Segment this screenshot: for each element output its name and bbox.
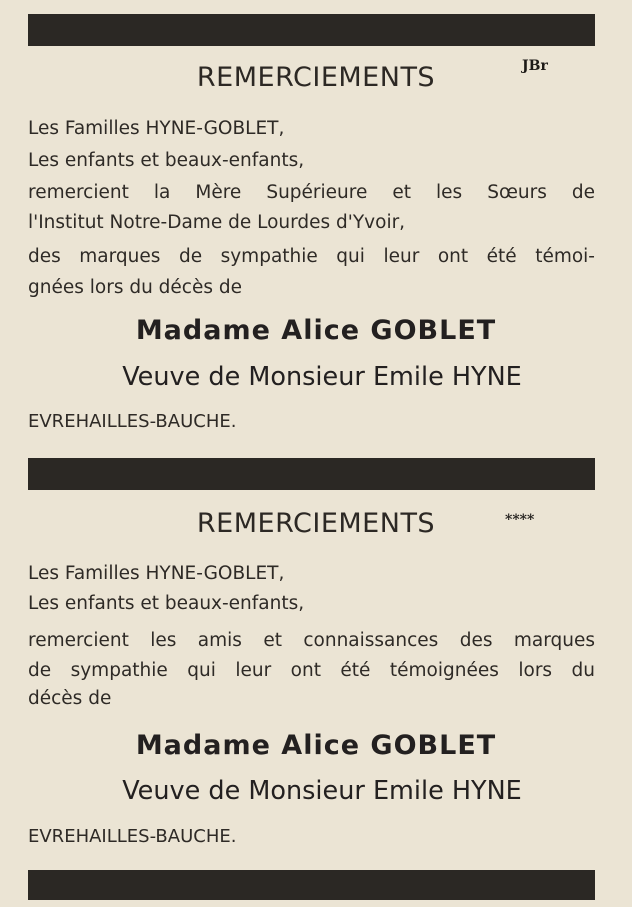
notice-2-line-2: Les enfants et beaux-enfants, [28,593,305,614]
notice-1-deceased-name: Madame Alice GOBLET [135,315,497,346]
notice-2-deceased-name: Madame Alice GOBLET [135,730,497,761]
notice-1-line-6: gnées lors du décès de [28,277,243,298]
notice-1-place: EVREHAILLES-BAUCHE. [28,411,237,432]
notice-1-line-3: remercient la Mère Supérieure et les Sœurs de [28,182,595,203]
notice-2-line-4: de sympathie qui leur ont été témoignées lors du [28,660,595,681]
notice-1-line-5: des marques de sympathie qui leur ont été témoi- [28,246,595,267]
notice-2-line-3: remercient les amis et connaissances des marques [28,630,595,651]
top-divider-bar [28,14,595,46]
notice-1-title: REMERCIEMENTS [196,62,436,93]
notice-1-widow-line: Veuve de Monsieur Emile HYNE [122,362,522,392]
notice-2-title: REMERCIEMENTS [196,508,436,539]
notice-1-line-1: Les Familles HYNE-GOBLET, [28,118,285,139]
notice-1-line-4: l'Institut Notre-Dame de Lourdes d'Yvoir, [28,212,406,233]
bottom-divider-bar [28,870,595,900]
notice-2-place: EVREHAILLES-BAUCHE. [28,826,237,847]
middle-divider-bar [28,458,595,490]
notice-2-line-5: décès de [28,688,112,709]
notice-2-line-1: Les Familles HYNE-GOBLET, [28,563,285,584]
notice-2-mark: **** [505,512,535,528]
notice-1-mark: JBr [522,58,548,74]
notice-2-widow-line: Veuve de Monsieur Emile HYNE [122,776,522,806]
notice-1-line-2: Les enfants et beaux-enfants, [28,150,305,171]
